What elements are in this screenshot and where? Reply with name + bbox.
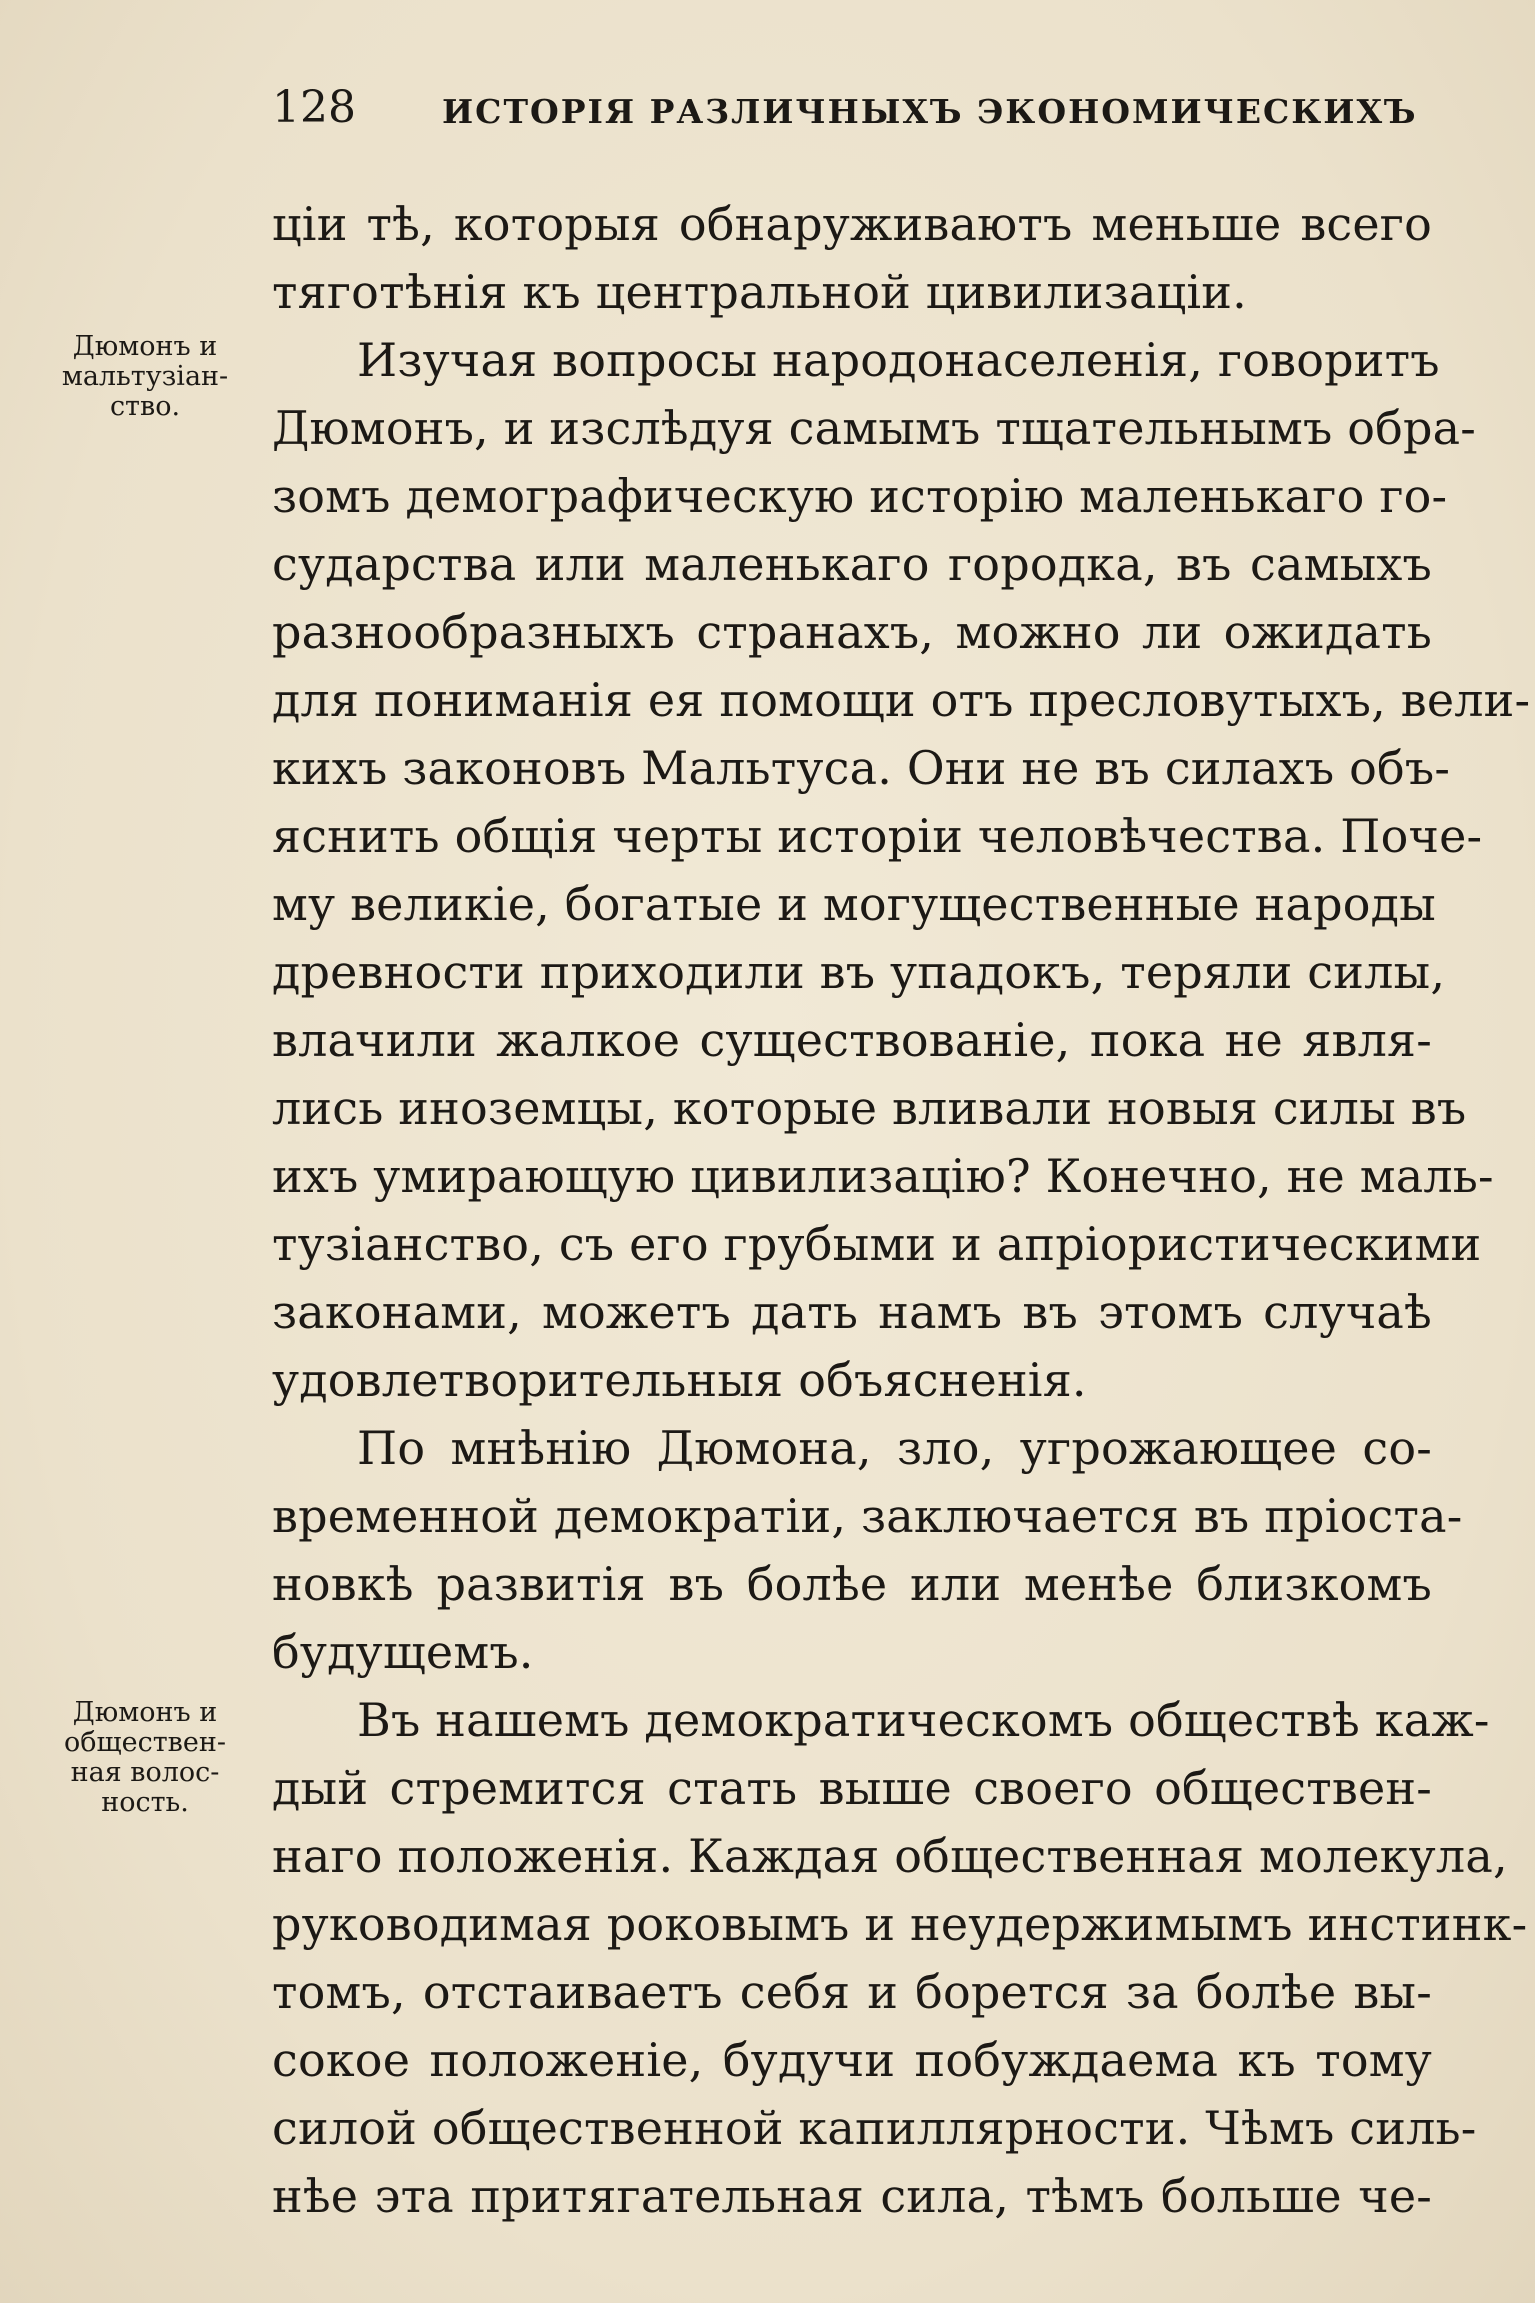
text-line: сокое положеніе, будучи побуждаема къ тому [272,2033,1432,2087]
text-line: ціи тѣ, которыя обнаруживаютъ меньше всего [272,197,1432,251]
text-line: новкѣ развитія въ болѣе или менѣе близкомъ [272,1557,1432,1611]
margin-note-line: ство. [109,391,181,422]
text-line: удовлетворительныя объясненія. [272,1353,1087,1407]
text-line: временной демократіи, заключается въ пріоста- [272,1489,1463,1543]
text-line: яснить общія черты исторіи человѣчества. Поче- [272,809,1483,863]
text-line: влачили жалкое существованіе, пока не явля- [272,1013,1432,1067]
text-line: силой общественной капиллярности. Чѣмъ силь- [272,2101,1477,2155]
text-line: Изучая вопросы народонаселенія, говоритъ [357,333,1440,387]
body-text [272,190,1531,2230]
text-line: зомъ демографическую исторію маленькаго го- [272,469,1448,523]
text-line: кихъ законовъ Мальтуса. Они не въ силахъ объ- [272,741,1451,795]
text-line: руководимая роковымъ и неудержимымъ инстинк- [272,1897,1528,1951]
margin-note-malthusianism [40,332,250,422]
text-line: разнообразныхъ странахъ, можно ли ожидать [272,605,1432,659]
text-line: нѣе эта притягательная сила, тѣмъ больше че- [272,2169,1432,2223]
text-line: По мнѣнію Дюмона, зло, угрожающее со- [357,1421,1432,1475]
text-line: тузіанство, съ его грубыми и апріористическими [272,1217,1482,1271]
text-line: тяготѣнія къ центральной цивилизаціи. [272,265,1247,319]
text-line: ихъ умирающую цивилизацію? Конечно, не маль- [272,1149,1494,1203]
margin-note-line: обществен- [64,1727,226,1758]
text-line: законами, можетъ дать намъ въ этомъ случаѣ [272,1285,1432,1339]
text-line: Дюмонъ, и изслѣдуя самымъ тщательнымъ обра- [272,401,1477,455]
text-line: му великіе, богатые и могущественные народы [272,877,1436,931]
text-line: древности приходили въ упадокъ, теряли силы, [272,945,1446,999]
margin-note-line: Дюмонъ и [72,331,218,362]
text-line: наго положенія. Каждая общественная молекула, [272,1829,1508,1883]
text-line: сударства или маленькаго городка, въ самыхъ [272,537,1432,591]
margin-note-line: Дюмонъ и [72,1697,218,1728]
text-line: Въ нашемъ демократическомъ обществѣ каж- [357,1693,1490,1747]
page-header [272,78,1418,138]
page-number: 128 [272,82,356,133]
text-line: лись иноземцы, которые вливали новыя силы въ [272,1081,1467,1135]
running-title: ИСТОРІЯ РАЗЛИЧНЫХЪ ЭКОНОМИЧЕСКИХЪ [442,92,1418,131]
margin-note-line: мальтузіан- [61,361,229,392]
margin-note-line: ная волос- [70,1757,220,1788]
margin-note-social-capillarity [40,1698,250,1818]
text-line: томъ, отстаиваетъ себя и борется за болѣе вы- [272,1965,1432,2019]
text-line: дый стремится стать выше своего обществен- [272,1761,1432,1815]
text-line: будущемъ. [272,1625,534,1679]
margin-note-line: ность. [101,1787,189,1818]
text-line: для пониманія ея помощи отъ пресловутыхъ, вели- [272,673,1531,727]
